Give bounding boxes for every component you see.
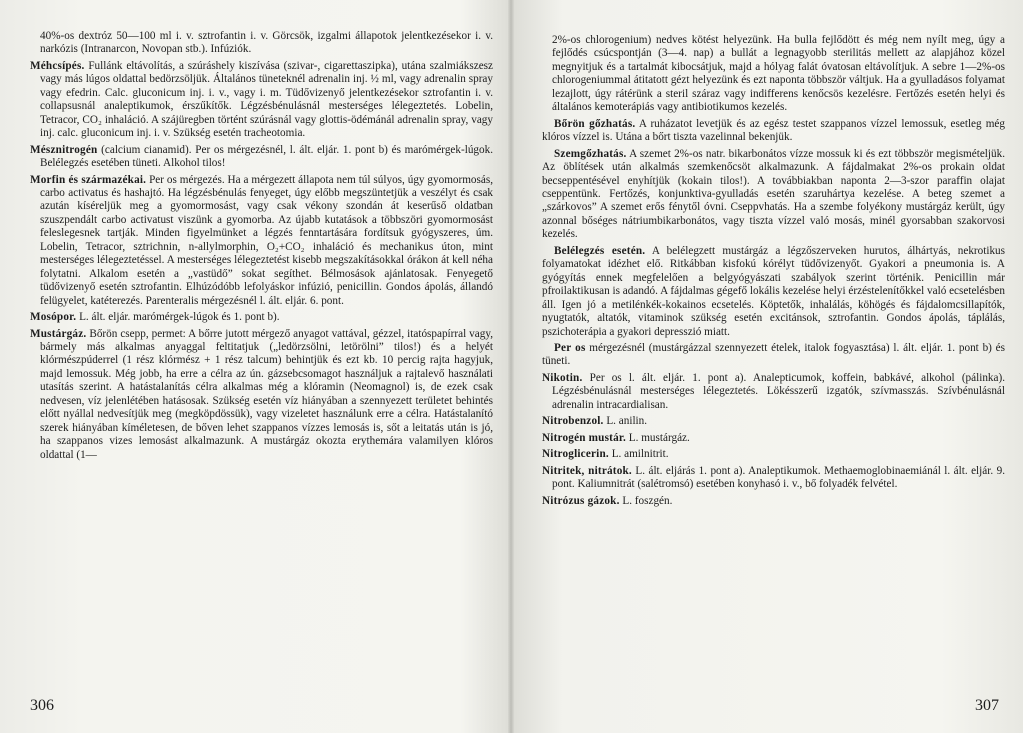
entry-body: L. foszgén. bbox=[619, 494, 673, 507]
entry-body: Bőrön csepp, permet: A bőrre jutott mérgező anyagot vattával, gézzel, itatóspapírral vagy, bármely más alkalmas anyaggal feltitatjuk („ledörzsölni, letörölni” tilos!) és a helyét klórmészpúderrel (1 rész klórmész + 1 rész talcum) behintjük és ezt kb. 10 percig rajta hagyjuk, majd lemossuk. Még jobb, ha erre a célra az ún. gázsebcsomagot használjuk a rajtalevő használati utasítás szerint. A hatástalanítás célra alkalmas még a klóramin (Neomagnol) is, de ezek csak nedvesen, víz jelenlétében hatásosak. Szükség esetén víz hiányában a szennyezett területet behintés előtt nyállal nedvesítjük meg (megköpdössük), vagy vizeletet használunk erre a célra. Hatástalanító szerek hiányában kíméletesen, de bőven lehet szappanos vízzes lemosás is, sőt a leitatás után is jó, ha szappanos vizes lemosást alkalmazunk. A mustárgáz okozta erythemára valamilyen klóros oldattal (1— bbox=[40, 327, 493, 461]
page-number-right: 307 bbox=[975, 697, 999, 714]
entry-headword: Nitroglicerin. bbox=[542, 448, 609, 461]
entry-paragraph bbox=[542, 415, 1005, 428]
entry-body: L. ált. eljárás 1. pont a). Analeptikumok. Methaemoglobinaemiánál l. ált. eljár. 9. pont. Kaliumnitrát (salétromsó) esetében konyhasó i. v., bő folyadék felvétel. bbox=[552, 464, 1006, 491]
entry-headword: Nitrogén mustár. bbox=[542, 431, 626, 444]
entry-paragraph bbox=[30, 328, 493, 463]
left-page bbox=[0, 0, 511, 733]
entry-headword: Szemgőzhatás. bbox=[554, 147, 627, 160]
entry-body: L. ált. eljár. marómérgek-lúgok és 1. pont b). bbox=[76, 311, 280, 324]
entry-body: A belélegzett mustárgáz a légzőszerveken hurutos, álhártyás, nekrotikus folyamatokat idézhet elő. Ritkábban kisfokú kórélyt tüdővizenyőt. Gyakori a pneumonia is. A gyógyítás ennek megfelelően a belgyógyászati szabályok szerint történik. Penicillin már pfroilaktikusan is adandó. A fájdalmas gégefő lokális kezelése helyi érzéstelenítőkkel való ecsetelésben áll. Igen jó a metilénkék-kokainos ecsetelés. Köptetők, inhalálás, köhögés és fájdalomcsillapítók, nyugtatók, altatók, vitaminok szükség esetén excitánsok, sztrofantin. Gondos ápolás, táplálás, pszichoterápia a gyakori depresszió miatt. bbox=[542, 244, 1005, 338]
entry-headword: Nitrózus gázok. bbox=[542, 494, 620, 507]
entry-paragraph bbox=[30, 60, 493, 141]
entry-headword: Mosópor. bbox=[30, 311, 77, 324]
entry-body: L. mustárgáz. bbox=[626, 431, 690, 444]
entry-headword: Méhcsípés. bbox=[30, 59, 85, 72]
entry-body: Per os l. ált. eljár. 1. pont a). Analepticumok, koffein, babkávé, alkohol (pálinka). Légzésbénulásnál mesterséges lélegeztetés. Lökésszerű izgatók, szívmasszás. Szívbénulásnál adrenalin intracardialisan. bbox=[552, 371, 1005, 411]
text-paragraph bbox=[30, 30, 493, 57]
entry-paragraph bbox=[542, 432, 1005, 445]
entry-headword: Nikotin. bbox=[542, 371, 583, 384]
entry-paragraph bbox=[542, 372, 1005, 412]
entry-headword: Per os bbox=[554, 341, 586, 354]
entry-headword: Nitrobenzol. bbox=[542, 415, 604, 428]
right-page-text bbox=[542, 34, 1005, 508]
left-page-text bbox=[30, 30, 493, 462]
entry-paragraph bbox=[542, 465, 1005, 492]
text-paragraph bbox=[542, 34, 1005, 115]
entry-body: Per os mérgezés. Ha a mérgezett állapota nem túl súlyos, úgy gyomormosás, carbo activatus és hashajtó. Ha légzésbénulás fenyeget, úgy előbb megszüntetjük a veszélyt és csak azután kíséreljük meg a gyomormosást, vagy csak vékony szondán át keserűső oldatban szuszpendált carbo activatust viszünk a gyomorba. Az újabb kutatások a többszöri gyomormosást feleslegesnek tartják. Minden figyelmünket a légzés fenntartására fordítsuk gyógyszeres, úm. Lobelin, Tetracor, sztrichnin, n-allylmorphin, O₂+CO₂ inhaláció és mechanikus úton, mint mesterséges lélegeztetéssel. A mesterséges lélegeztetést kisebb megszakításokkal órákon át kell néha folytatni. Alkalom esetén a „vastüdő” sokat segíthet. Bélmosások ajánlatosak. Fenyegető tüdővizenyő esetén sztrofantin. Elhúzódóbb lefolyáskor infúzió, penicillin. Gondos ápolás, állandó felügyelet, katéterezés. Parenteralis mérgezésnél l. ált. eljár. 6. pont. bbox=[40, 173, 493, 307]
entry-body: Fullánk eltávolítás, a szúráshely kiszívása (szivar-, cigarettaszipka), utána szalmiákszesz vagy más lúgos oldattal bedörzsöljük. Általános tüneteknél adrenalin inj. ½ ml, vagy adrenalin spray vagy efedrin. Calc. gluconicum inj. i. v., vagy i. m. Tüdővizenyő jelentkezésekor sztrofantin i. v. collapsusnál analeptikumok, érszűkítők. Légzésbénulásnál mesterséges lélegeztetés. Lobelin, Tetracor, CO₂ inhaláció. A szájüregben történt szúrásnál vagy glottis-ödémánál adrenalin spray, vagy inj. calc. gluconicum inj. i. v. Szükség esetén tracheotomia. bbox=[40, 59, 493, 140]
entry-paragraph bbox=[542, 495, 1005, 508]
text-paragraph bbox=[542, 148, 1005, 242]
entry-body: A ruházatot levetjük és az egész testet szappanos vízzel lemossuk, esetleg még klóros vízzel is. Utána a bőrt tiszta vazelinnal bekenjük. bbox=[542, 117, 1005, 144]
entry-body: A szemet 2%-os natr. bikarbonátos vízze mossuk ki és ezt többször megismételjük. Az öblítések után alkalmás szemkenőcsöt alkalmazunk. A fájdalmakat 2%-os prokain oldat becseppentésével enyhítjük (kokain tilos!). A továbbiakban naponta 2—3-szor paraffin olajat cseppentünk. Fertőzés, konjunktiva-gyulladás esetén szaruhártya kezelése. A beteg szemet a „szárkovos” A szemet erős fénytől óvni. Cseppvhatás. Ha a szembe folyékony mustárgáz került, úgy azonnal bőséges nátriumbikarbonátos, vagy tiszta vízzel való mosás, minél gyorsabban szakorvosi kezelés. bbox=[542, 147, 1005, 241]
entry-headword: Bőrön gőzhatás. bbox=[554, 117, 636, 130]
text-paragraph bbox=[542, 245, 1005, 339]
entry-headword: Nitritek, nitrátok. bbox=[542, 464, 632, 477]
entry-body: mérgezésnél (mustárgázzal szennyezett ételek, italok fogyasztása) l. ált. eljár. 1. pont b) és tüneti. bbox=[542, 341, 1005, 368]
entry-headword: Mésznitrogén bbox=[30, 143, 98, 156]
entry-paragraph bbox=[542, 448, 1005, 461]
entry-body: L. amilnitrit. bbox=[608, 448, 669, 461]
entry-body: (calcium cianamid). Per os mérgezésnél, l. ált. eljár. 1. pont b) és marómérgek-lúgok. Belélegzés esetében tüneti. Alkohol tilos! bbox=[40, 143, 493, 170]
entry-body: 2%-os chlorogenium) nedves kötést helyezünk. Ha bulla fejlődött és még nem nyílt meg, úgy a fejlődés csúcspontján (3—4. nap) a bullát a legnagyobb sterilitás mellett az alapjához közel megnyitjuk és a tartalmát kibocsátjuk, majd a hólyag falát óvatosan eltávolítjuk. A sebre 1—2%-os chlorogeniummal átitatott gézt helyezünk és ezt naponta többször váltjuk. Ha a gyulladásos folyamat lezajlott, úgy rátérünk a steril száraz vagy indifferens kenőcsös kezelésre. Fertőzés esetén helyi és általános kemoterápiás vagy antibiotikumos kezelés. bbox=[552, 34, 1005, 114]
right-page bbox=[512, 0, 1023, 733]
entry-headword: Morfin és származékai. bbox=[30, 173, 147, 186]
entry-body: L. anilin. bbox=[603, 415, 648, 428]
entry-paragraph bbox=[30, 144, 493, 171]
entry-body: 40%-os dextróz 50—100 ml i. v. sztrofantin i. v. Görcsök, izgalmi állapotok jelentkezésekor i. v. narkózis (Intranarcon, Novopan stb.). Infúziók. bbox=[40, 30, 493, 56]
entry-paragraph bbox=[30, 174, 493, 309]
entry-headword: Belélegzés esetén. bbox=[554, 244, 646, 257]
text-paragraph bbox=[542, 342, 1005, 369]
text-paragraph bbox=[542, 118, 1005, 145]
entry-paragraph bbox=[30, 311, 493, 324]
page-number-left: 306 bbox=[30, 697, 54, 714]
entry-headword: Mustárgáz. bbox=[30, 327, 87, 340]
